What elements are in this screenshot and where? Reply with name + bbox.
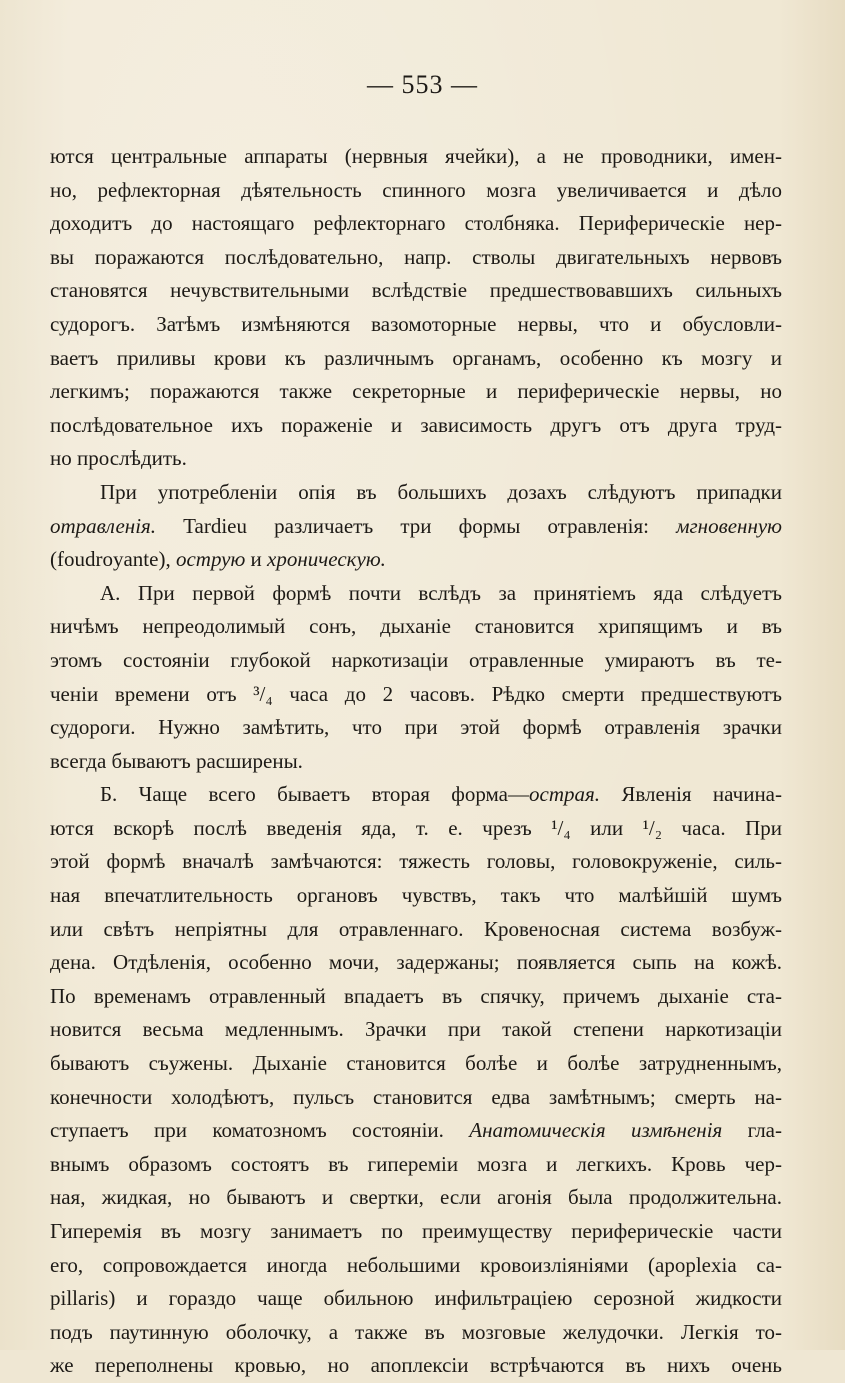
text-run: Б. Чаще всего бываетъ вторая форма— (100, 782, 530, 807)
text-line: судороги. Нужно замѣтить, что при этой формѣ отравленія зрачки (50, 715, 782, 740)
text-line: ются центральные аппараты (нервныя ячейки), а не проводники, имен- (50, 144, 782, 168)
italic-phrase: мгновенную (676, 513, 782, 538)
text-line (50, 543, 782, 577)
text-line: По временамъ отравленный впадаетъ въ спячку, причемъ дыханіе ста- (50, 983, 782, 1008)
text-line: конечности холодѣютъ, пульсъ становится едва замѣтнымъ; смерть на- (50, 1084, 782, 1109)
text-line: вы поражаются послѣдовательно, напр. стволы двигательныхъ нервовъ (50, 244, 782, 269)
text-line (50, 1114, 782, 1148)
text-line: дена. Отдѣленія, особенно мочи, задержаны; появляется сыпь на кожѣ. (50, 950, 782, 975)
text-line: ничѣмъ непреодолимый сонъ, дыханіе становится хрипящимъ и въ (50, 614, 782, 639)
text-line: При употребленіи опія въ большихъ дозахъ слѣдуютъ припадки (100, 479, 782, 504)
page-number: — 553 — (367, 70, 478, 99)
text-run: гла- (722, 1118, 782, 1143)
text-line: внымъ образомъ состоятъ въ гипереміи мозга и легкихъ. Кровь чер- (50, 1151, 782, 1176)
text-line: легкимъ; поражаются также секреторные и периферическіе нервы, но (50, 379, 782, 404)
text-line: этомъ состояніи глубокой наркотизаціи отравленные умираютъ въ те- (50, 647, 782, 672)
body-text (50, 140, 782, 1383)
text-line: ются вскорѣ послѣ введенія яда, т. е. чрезъ ¹/₄ или ¹/₂ часа. При (50, 815, 782, 840)
text-line: ваетъ приливы крови къ различнымъ органамъ, особенно къ мозгу и (50, 345, 782, 370)
italic-phrase: отравленія. (50, 513, 157, 538)
text-line: этой формѣ вначалѣ замѣчаются: тяжесть головы, головокруженіе, силь- (50, 849, 782, 874)
text-line: послѣдовательное ихъ пораженіе и зависимость другъ отъ друга труд- (50, 412, 782, 437)
italic-phrase: Анатомическія измѣненія (469, 1118, 723, 1143)
text-run: Tardieu различаетъ три формы отравленія: (156, 513, 677, 538)
italic-phrase: острую (175, 547, 246, 572)
text-line: pillaris) и гораздо чаще обильною инфильтраціею серозной жидкости (50, 1286, 782, 1311)
text-line: или свѣтъ непріятны для отравленнаго. Кровеносная система возбуж- (50, 916, 782, 941)
text-run: (foudroyante), (50, 547, 176, 572)
text-line: его, сопровождается иногда небольшими кровоизліяніями (apoplexia ca- (50, 1252, 782, 1277)
text-run: ступаетъ при коматозномъ состояніи. (50, 1118, 470, 1143)
text-line: новится весьма медленнымъ. Зрачки при такой степени наркотизаціи (50, 1017, 782, 1042)
text-line: ная, жидкая, но бываютъ и свертки, если агонія была продолжительна. (50, 1185, 782, 1210)
text-line (50, 510, 782, 544)
text-line: ченіи времени отъ ³/₄ часа до 2 часовъ. Рѣдко смерти предшествуютъ (50, 681, 782, 706)
italic-phrase: острая. (529, 782, 601, 807)
italic-phrase: хроническую. (267, 547, 386, 572)
text-line: же переполнены кровью, но апоплексіи встрѣчаются въ нихъ очень (50, 1353, 782, 1378)
text-line: но прослѣдить. (50, 446, 187, 471)
text-line: А. При первой формѣ почти вслѣдъ за принятіемъ яда слѣдуетъ (100, 580, 782, 605)
text-line: бываютъ съужены. Дыханіе становится болѣе и болѣе затрудненнымъ, (50, 1051, 782, 1076)
text-line: судорогъ. Затѣмъ измѣняются вазомоторные нервы, что и обусловли- (50, 311, 782, 336)
text-run: Явленія начина- (600, 782, 782, 807)
text-line: подъ паутинную оболочку, а также въ мозговые желудочки. Легкія то- (50, 1319, 782, 1344)
text-line: всегда бываютъ расширены. (50, 748, 303, 773)
text-line: доходитъ до настоящаго рефлекторнаго столбняка. Периферическіе нер- (50, 211, 782, 236)
text-line: Гиперемія въ мозгу занимаетъ по преимуществу периферическіе части (50, 1219, 782, 1243)
text-line (50, 778, 782, 812)
text-line: становятся нечувствительными вслѣдствіе предшествовавшихъ сильныхъ (50, 278, 782, 303)
text-run: и (245, 547, 268, 572)
text-line: но, рефлекторная дѣятельность спинного мозга увеличивается и дѣло (50, 177, 782, 202)
text-line: ная впечатлительность органовъ чувствъ, такъ что малѣйшій шумъ (50, 883, 782, 908)
